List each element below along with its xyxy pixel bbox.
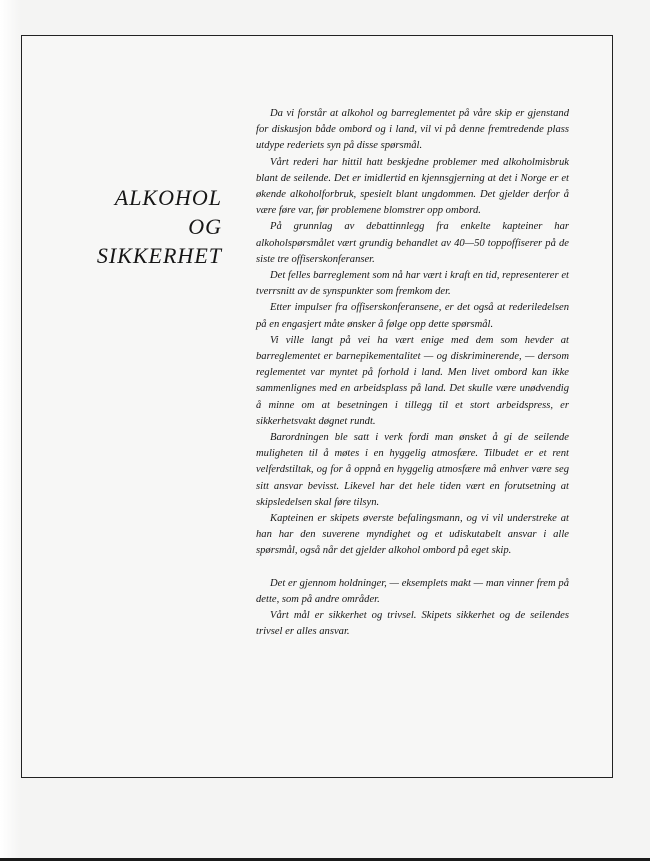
title-line-3: SIKKERHET [96,243,222,268]
article-body [256,106,569,641]
page-edge-shadow [0,0,21,861]
title-line-1: ALKOHOL [114,185,222,210]
paragraph: Vårt mål er sikkerhet og trivsel. Skipets sikkerhet og de seilendes trivsel er alles ansvar. [256,610,569,638]
paragraph: Barordningen ble satt i verk fordi man ønsket å gi de seilende muligheten til å møtes i en hyggelig atmosfære. Tilbudet er et rent velferdstiltak, og for å oppnå en hyggelig atmosfære må enhver være seg sitt ansvar bevisst. Likevel har det hele tiden vært en forutsetning at skipsledelsen skal føre tilsyn. [256,432,569,508]
paragraph: Vårt rederi har hittil hatt beskjedne problemer med alkoholmisbruk blant de seilende. Det er imidlertid en kjennsgjerning at det i Norge er et økende alkoholforbruk, spesielt blant ungdommen. Det gjelder derfor å være føre var, før problemene blomstrer opp ombord. [256,156,569,217]
paragraph: Kapteinen er skipets øverste befalingsmann, og vi vil understreke at han har den suverene myndighet og et udiskutabelt ansvar i alle spørsmål, også når det gjelder alkohol ombord på eget skip. [256,513,569,557]
paragraph: Det er gjennom holdninger, — eksemplets makt — man vinner frem på dette, som på andre områder. [256,577,569,605]
paragraph: Det felles barreglement som nå har vært i kraft en tid, representerer et tverrsnitt av de synspunkter som fremkom der. [256,270,569,298]
article-title [68,183,222,270]
paragraph: Da vi forstår at alkohol og barreglementet på våre skip er gjenstand for diskusjon både ombord og i land, vil vi på denne fremtredende plass utdype rederiets syn på disse spørsmål. [256,108,569,152]
title-line-2: OG [188,214,222,239]
paragraph: Etter impulser fra offiserskonferansene, er det også at rederiledelsen på en engasjert måte ønsker å følge opp dette spørsmål. [256,302,569,330]
paragraph: På grunnlag av debattinnlegg fra enkelte kapteiner har alkoholspørsmålet vært grundig behandlet av 40—50 toppoffiserer på de siste tre offiserskonferanser. [256,221,569,265]
paragraph: Vi ville langt på vei ha vært enige med dem som hevder at barreglementet er barnepikementalitet — og diskriminerende, — dersom reglementet var myntet på forhold i land. Men livet ombord kan ikke sammenlignes med en arbeidsplass på land. Det skulle være unødvendig å minne om at besetningen i tillegg til et stort arbeidspress, er sikkerhetsvakt døgnet rundt. [256,334,569,427]
